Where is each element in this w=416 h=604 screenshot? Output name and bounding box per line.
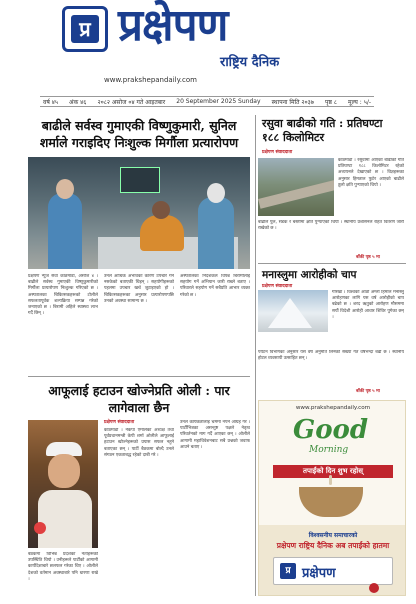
ad-paper-name: प्रक्षेपण	[302, 566, 336, 581]
ad-paper-logo-glyph: प्र	[280, 563, 296, 579]
coffee-cup-icon	[299, 487, 363, 517]
second-photo-leader	[28, 420, 98, 548]
coffee-bean-icon	[369, 583, 379, 593]
right-story-body-a: काठमाडौं । रसुवामा आएको बाढीको गति प्रतिघण्टा १८८ किलोमिटर रहेको अध्ययनले देखाएको छ । विज्ञहरूका अनुसार हिमताल फुटेर आएको बाढीले ठूलो क्षति पुर्‍याएको थियो ।	[338, 158, 404, 188]
right-story-headline[interactable]: रसुवा बाढीको गति : प्रतिघण्टा १८८ किलोमिटर	[262, 117, 383, 144]
monitor-shape	[120, 167, 160, 193]
second-body-col2: उनले कार्यकर्तालाई भ्रममा नपर्न आग्रह गरे । पार्टीभित्रका असन्तुष्ट पक्षले नेतृत्व परिवर्तनको माग गर्दै आएका छन् । ओलीले आगामी महाधिवेशनबाट सबै प्रश्नको जवाफ आउने बताए ।	[180, 420, 250, 450]
right-story-photo-flood	[258, 158, 334, 216]
masthead	[0, 0, 416, 88]
issue-number: अंक ४६	[69, 98, 87, 106]
lead-body-col2: उनले आर्थिक अभावका कारण उपचार गर्न नसकेको बताएकी थिइन् । सहयोगीहरूको पहलमा उपचार खर्च जुटाइएको हो । चिकित्सकहरूका अनुसार प्रत्यारोपणपछि उनको अवस्था सामान्य छ ।	[104, 274, 174, 304]
right-story-body-b: बाढीले पुल, सडक र बस्तीमा क्षति पुर्‍याएको थियो । स्थानीय प्रशासनले राहत वितरण जारी राखेको छ ।	[258, 220, 404, 232]
doctor-figure	[48, 193, 82, 269]
issue-info-bar	[40, 96, 374, 107]
nurse-figure	[198, 197, 234, 269]
lead-body-col3: अस्पतालका निर्देशकले विपन्न बिरामीलाई सहयोग गर्ने अभियान जारी राख्ने बताए । परिवारले सहयोग गर्ने सबैप्रति आभार व्यक्त गरेको छ ।	[180, 274, 250, 298]
divider	[28, 376, 250, 377]
masthead-website[interactable]: www.prakshepandaily.com	[104, 76, 197, 84]
second-body-col3: बैठकमा विभिन्न प्रदेशका नेताहरूको उपस्थिति थियो । उनीहरूले पार्टीको आगामी कार्यदिशाबारे छलफल गरेका थिए । ओलीले देशको वर्तमान अवस्थाबारे पनि धारणा राखे ।	[28, 552, 98, 582]
right-story-reporter: प्रक्षेपण संवाददाता	[262, 150, 293, 155]
ad-good-text: Good	[293, 415, 369, 445]
ad-greeting-strip: तपाईंको दिन शुभ रहोस्	[273, 465, 393, 478]
founded-date: स्थापना मिति २०३७	[271, 98, 314, 106]
divider	[258, 263, 406, 264]
ad-line2: प्रक्षेपण राष्ट्रिय दैनिक अब तपाईंको हातमा	[276, 541, 390, 550]
logo-glyph: प्र	[71, 15, 99, 43]
second-headline[interactable]: आफूलाई हटाउन खोज्नेप्रति ओली : पार लागेवाला छैन	[48, 383, 230, 415]
advertisement-box[interactable]	[258, 400, 406, 596]
second-reporter: प्रक्षेपण संवाददाता	[104, 420, 135, 425]
masthead-title: प्रक्षेपण	[118, 0, 228, 51]
lead-headline[interactable]: बाढीले सर्वस्व गुमाएकी विष्णुकुमारी, सुनिल शर्माले गराइदिए निःशुल्क मिर्गौला प्रत्यारोपण	[39, 118, 239, 150]
ad-newspaper-logo	[273, 557, 393, 585]
ad-url[interactable]: www.prakshepandaily.com	[295, 405, 371, 411]
price: मूल्य : ५/-	[348, 98, 371, 106]
manaslu-reporter: प्रक्षेपण संवाददाता	[262, 284, 293, 289]
masthead-logo	[62, 6, 108, 52]
ad-line1: विश्वसनीय समाचारको	[308, 532, 358, 539]
manaslu-body-b: पर्यटन विभागका अनुसार यस वर्ष अनुमति लिनेको संख्या गत वर्षभन्दा बढी छ । स्थानीय होटल व्यवसायी उत्साहित छन् ।	[258, 350, 404, 362]
lead-photo-hospital	[28, 157, 250, 269]
ad-morning-text: Morning	[309, 445, 349, 455]
issue-date-english: 20 September 2025 Sunday	[176, 98, 261, 105]
second-body-col1: काठमाडौं । नेकपा एमालेका अध्यक्ष तथा पूर्वप्रधानमन्त्री केपी शर्मा ओलीले आफूलाई हटाउन खोज्नेहरूको प्रयास सफल नहुने बताएका छन् । पार्टी बैठकमा बोल्दै उनले संगठन एकताबद्ध रहेको दाबी गरे ।	[104, 428, 174, 458]
ad-lower-panel	[259, 525, 406, 596]
lead-body-col1: प्रक्षेपण न्युज सेवा काठमाडौं, असोज ४ । बाढीले सर्वस्व गुमाएकी विष्णुकुमारीको मिर्गौला प्रत्यारोपण निःशुल्क गरिएको छ । अस्पतालका चिकित्सकहरूको टोलीले सफलतापूर्वक शल्यक्रिया सम्पन्न गरेको जनाएको छ । बिरामी अहिले स्वास्थ्य लाभ गर्दै छिन् ।	[28, 274, 98, 317]
page-count: पृष्ठ ८	[324, 98, 337, 106]
patient-figure	[140, 215, 184, 251]
manaslu-body-a: गोरखा । विश्वको आठौं अग्लो हिमाल मनास्लु आरोहणका लागि यस वर्ष आरोहीको चाप बढेको छ । शरद ऋतुको आरोहण मौसममा सयौं विदेशी आरोही आधार शिविर पुगेका छन् ।	[332, 290, 404, 320]
issue-year: वर्ष ४५	[43, 98, 58, 106]
issue-date-nepali: २०८२ असोज ०४ गते आइतबार	[97, 98, 166, 106]
masthead-tagline: राष्ट्रिय दैनिक	[220, 55, 280, 70]
manaslu-photo-mountain	[258, 290, 328, 332]
right-story-read-more[interactable]: बाँकी पृष्ठ ५ मा	[356, 255, 380, 260]
column-divider	[255, 115, 256, 596]
manaslu-read-more[interactable]: बाँकी पृष्ठ ५ मा	[356, 389, 380, 394]
manaslu-headline[interactable]: मनास्लुमा आरोहीको चाप	[262, 269, 357, 281]
